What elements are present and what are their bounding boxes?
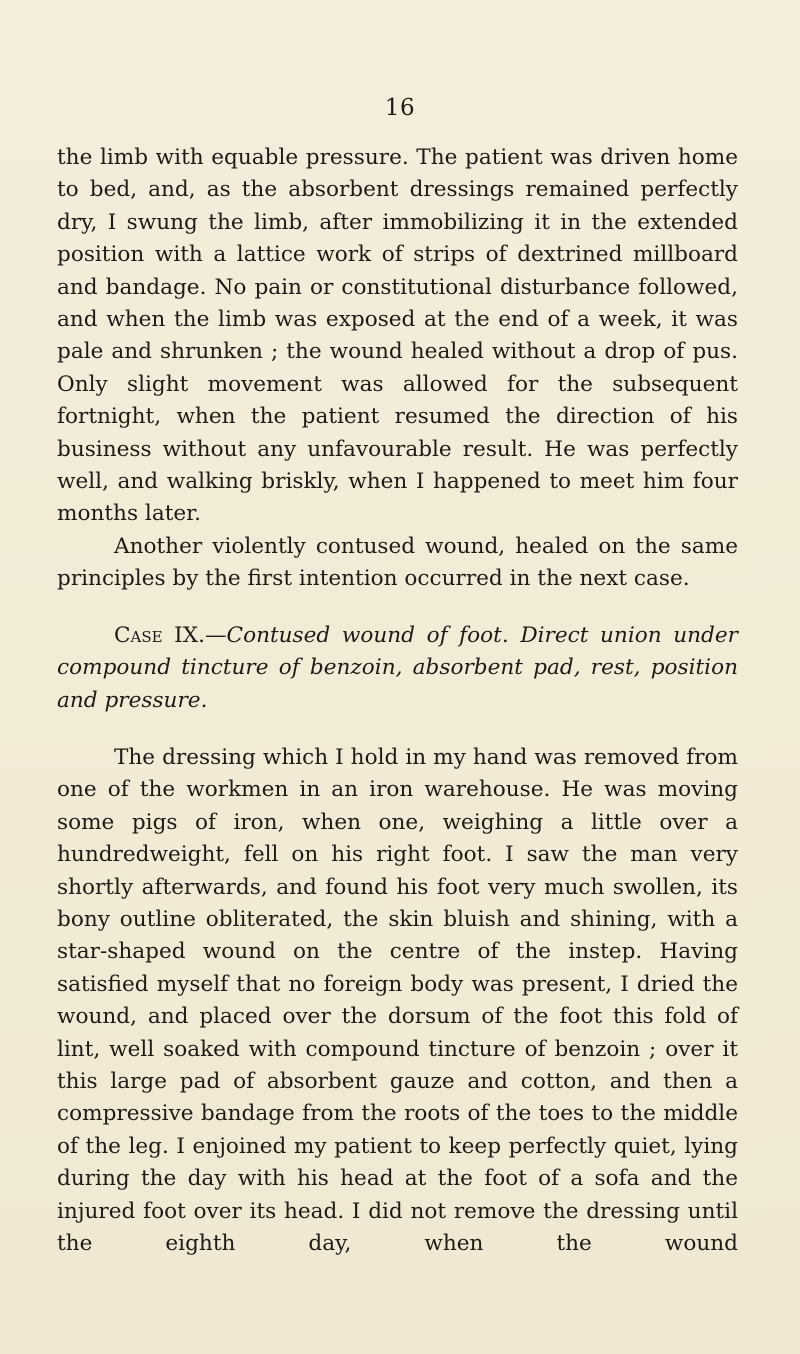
paragraph-another-case: Another violently contused wound, healed on the same principles by the first intention occurred in the next case. (57, 534, 738, 592)
case-heading (57, 620, 738, 717)
paragraph-case-description: The dressing which I hold in my hand was removed from one of the workmen in an iron warehouse. He was moving some pigs of iron, when one, weighing a little over a hundredweight, fell on his right foot. I saw the man very shortly afterwards, and found his foot very much swollen, its bony outline obliterated, the skin bluish and shining, with a star-shaped wound on the centre of the instep. Having satisfied myself that no foreign body was present, I dried the wound, and placed over the dorsum of the foot this fold of lint, well soaked with compound tincture of benzoin ; over it this large pad of absorbent gauze and cotton, and then a compressive bandage from the roots of the toes to the middle of the leg. I enjoined my patient to keep perfectly quiet, lying during the day with his head at the foot of a sofa and the injured foot over its head. I did not remove the dressing until the eighth day, when the wound (57, 745, 738, 1257)
case-title: Contused wound of foot. Direct union under compound tincture of benzoin, absorbent pad, rest, position and pressure. (57, 623, 738, 713)
paragraph-continuation: the limb with equable pressure. The patient was driven home to bed, and, as the absorbent dressings remained perfectly dry, I swung the limb, after immobilizing it in the extended position with a lattice work of strips of dextrined millboard and bandage. No pain or constitutional disturbance followed, and when the limb was exposed at the end of a week, it was pale and shrunken ; the wound healed without a drop of pus. Only slight movement was allowed for the subsequent fortnight, when the patient resumed the direction of his business without any unfavourable result. He was perfectly well, and walking briskly, when I happened to meet him four months later. (57, 145, 738, 527)
case-label: Case IX. (114, 623, 205, 648)
case-dash: — (204, 623, 227, 648)
page-number: 16 (384, 95, 416, 121)
